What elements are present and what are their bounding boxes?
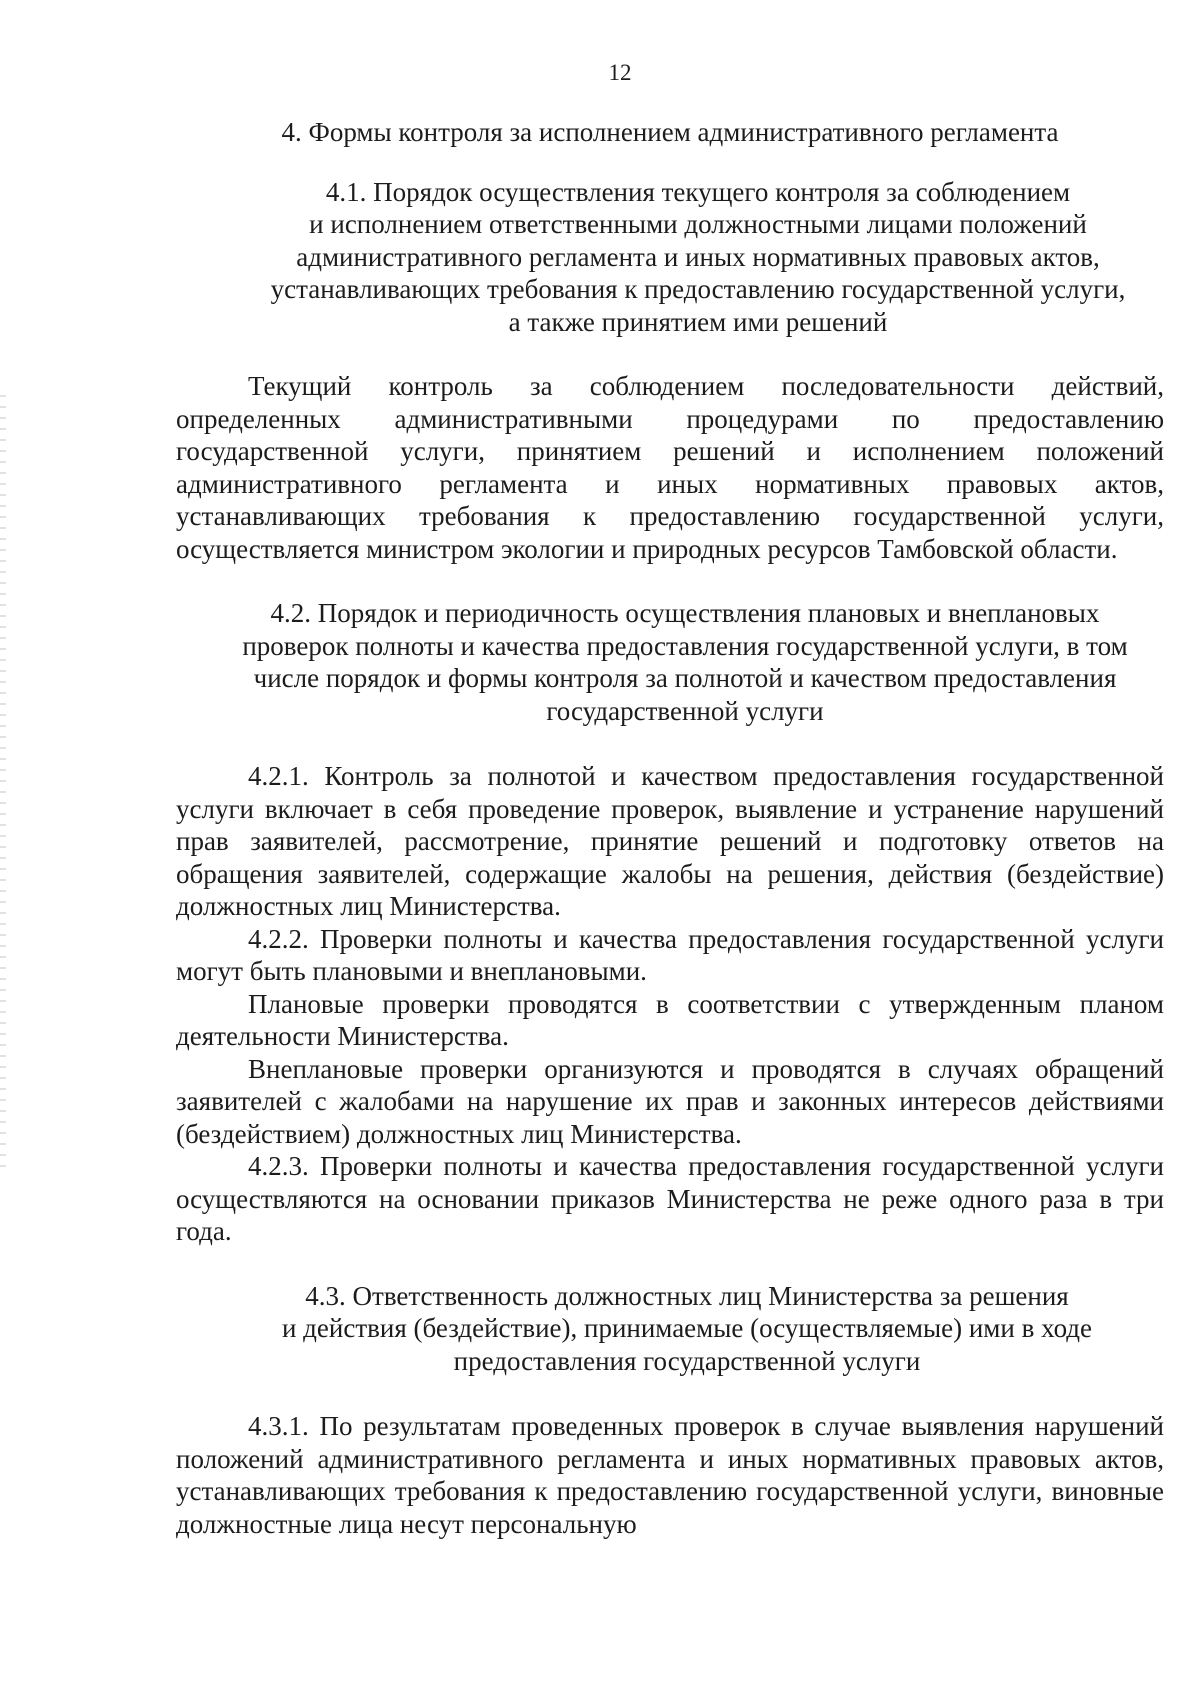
section-heading-4-2 [176,597,1164,727]
heading-line: административного регламента и иных нормативных правовых актов, [296,241,1100,272]
document-body [176,116,1164,1540]
heading-line: 4.3. Ответственность должностных лиц Министерства за решения [305,1280,1069,1311]
paragraph-4-3-1: 4.3.1. По результатам проведенных проверок в случае выявления нарушений положений административного регламента и иных нормативных правовых актов, устанавливающих требования к предоставлению государственной услуги, виновные должностные лица несут персональную [176,1411,1164,1539]
scan-margin-marks [0,395,6,1175]
heading-line: и действия (бездействие), принимаемые (осуществляемые) ими в ходе [281,1313,1093,1343]
paragraph-4-2-2: 4.2.2. Проверки полноты и качества предоставления государственной услуги могут быть плановыми и внеплановыми. [176,923,1164,986]
paragraph-4-2-1: 4.2.1. Контроль за полнотой и качеством предоставления государственной услуги включает в себя проведение проверок, выявление и устранение нарушений прав заявителей, рассмотрение, принятие решений и подготовку ответов на обращения заявителей, содержащие жалобы на решения, действия (бездействие) должностных лиц Министерства. [176,761,1164,921]
heading-line: предоставления государственной услуги [453,1345,921,1376]
page-number: 12 [608,60,632,85]
heading-line: проверок полноты и качества предоставления государственной услуги, в том [242,630,1128,661]
heading-line: и исполнением ответственными должностными лицами положений [309,209,1087,239]
paragraph-unplanned-checks: Внеплановые проверки организуются и проводятся в случаях обращений заявителей с жалобами на нарушение их прав и законных интересов действиями (бездействием) должностных лиц Министерства. [176,1053,1164,1149]
heading-line: а также принятием ими решений [508,306,888,337]
paragraph-4-2-3: 4.2.3. Проверки полноты и качества предоставления государственной услуги осуществляются на основании приказов Министерства не реже одного раза в три года. [176,1151,1164,1246]
heading-line: 4.2. Порядок и периодичность осуществления плановых и внеплановых [270,598,1100,628]
heading-line: государственной услуги [546,695,824,726]
section-heading-4: 4. Формы контроля за исполнением административного регламента [281,117,1059,147]
section-heading-4-1 [176,176,1164,339]
heading-line: 4.1. Порядок осуществления текущего контроля за соблюдением [325,176,1071,207]
paragraph-4-1: Текущий контроль за соблюдением последовательности действий, определенных административными процедурами по предоставлению государственной услуги, принятием решений и исполнением положений административного регламента и иных нормативных правовых актов, устанавливающих требования к предоставлению государственной услуги, осуществляется министром экологии и природных ресурсов Тамбовской области. [176,371,1164,564]
section-heading-4-3 [176,1280,1164,1378]
heading-line: числе порядок и формы контроля за полнотой и качеством предоставления [253,663,1117,693]
paragraph-planned-checks: Плановые проверки проводятся в соответствии с утвержденным планом деятельности Министерства. [176,988,1164,1051]
heading-line: устанавливающих требования к предоставлению государственной услуги, [270,274,1126,304]
